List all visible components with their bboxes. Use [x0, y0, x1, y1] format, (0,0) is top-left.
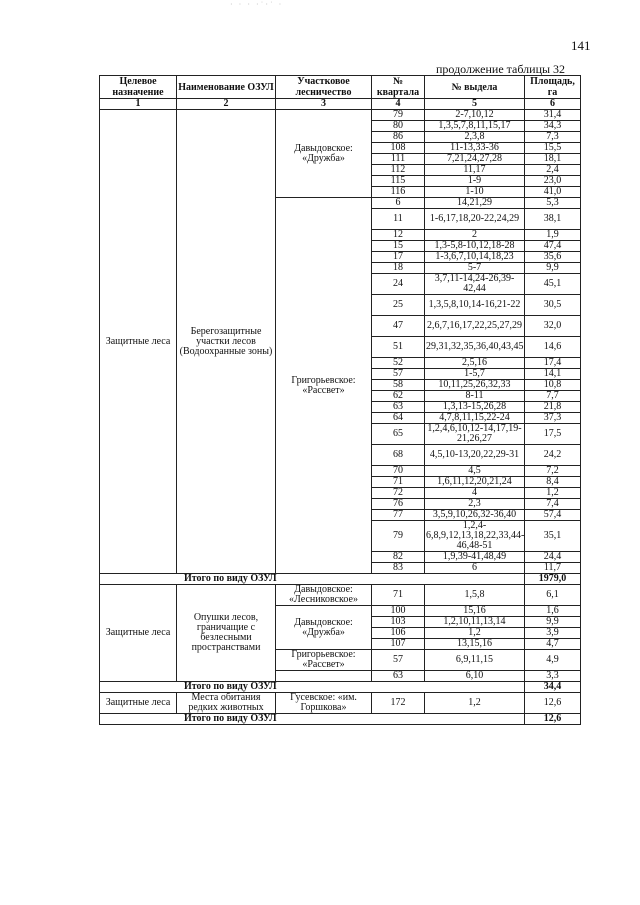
col-number: 3 — [276, 99, 372, 110]
quarter-number: 83 — [372, 563, 425, 574]
total-row — [100, 682, 581, 693]
area-value: 14,6 — [525, 337, 581, 358]
total-value: 34,4 — [525, 682, 581, 693]
forestry-cell: Гусевское: «им. Горшкова» — [276, 693, 372, 714]
table-row — [100, 110, 581, 121]
section-numbers: 1,9,39-41,48,49 — [425, 552, 525, 563]
area-value: 4,9 — [525, 650, 581, 671]
section-numbers: 1,3,5,8,10,14-16,21-22 — [425, 295, 525, 316]
quarter-number: 12 — [372, 230, 425, 241]
area-value: 18,1 — [525, 154, 581, 165]
section-numbers: 2 — [425, 230, 525, 241]
section-numbers: 1,3,13-15,26,28 — [425, 402, 525, 413]
ozul-name-cell: Опушки лесов, граничащие с безлесными пространствами — [177, 585, 276, 682]
table-caption: продолжение таблицы 32 — [436, 62, 566, 76]
header-area: Площадь, га — [525, 76, 581, 99]
section-numbers: 29,31,32,35,36,40,43,45 — [425, 337, 525, 358]
page-number: 141 — [571, 38, 591, 53]
section-numbers: 4,7,8,11,15,22-24 — [425, 413, 525, 424]
quarter-number: 64 — [372, 413, 425, 424]
total-label: Итого по виду ОЗУЛ — [100, 682, 525, 693]
forestry-cell: Давыдовское: «Дружба» — [276, 606, 372, 650]
section-numbers: 14,21,29 — [425, 198, 525, 209]
quarter-number: 108 — [372, 143, 425, 154]
quarter-number: 57 — [372, 369, 425, 380]
quarter-number: 82 — [372, 552, 425, 563]
quarter-number: 77 — [372, 510, 425, 521]
total-value: 1979,0 — [525, 574, 581, 585]
column-numbers-row — [100, 99, 581, 110]
total-row — [100, 714, 581, 725]
area-value: 9,9 — [525, 617, 581, 628]
section-numbers: 7,21,24,27,28 — [425, 154, 525, 165]
section-numbers: 1,2,4-6,8,9,12,13,18,22,33,44-46,48-51 — [426, 520, 525, 551]
quarter-number: 6 — [372, 198, 425, 209]
section-numbers: 6,10 — [425, 671, 525, 682]
col-number: 4 — [372, 99, 425, 110]
section-numbers: 2,3,8 — [425, 132, 525, 143]
section-numbers: 5-7 — [425, 263, 525, 274]
quarter-number: 172 — [372, 693, 425, 714]
section-numbers: 1-10 — [425, 187, 525, 198]
area-value: 57,4 — [525, 510, 581, 521]
quarter-number: 79 — [372, 110, 425, 121]
area-value: 24,2 — [525, 445, 581, 466]
quarter-number: 80 — [372, 121, 425, 132]
quarter-number: 103 — [372, 617, 425, 628]
table-body — [100, 76, 581, 725]
section-numbers: 1,3,5,7,8,11,15,17 — [425, 121, 525, 132]
section-numbers: 2,5,16 — [425, 358, 525, 369]
section-numbers: 4 — [425, 488, 525, 499]
area-value: 17,5 — [525, 424, 581, 445]
quarter-number: 68 — [372, 445, 425, 466]
purpose-cell: Защитные леса — [100, 110, 177, 574]
quarter-number: 63 — [372, 671, 425, 682]
area-value: 1,9 — [525, 230, 581, 241]
area-value: 3,3 — [525, 671, 581, 682]
area-value: 31,4 — [525, 110, 581, 121]
area-value: 5,3 — [525, 198, 581, 209]
area-value: 34,3 — [525, 121, 581, 132]
quarter-number: 70 — [372, 466, 425, 477]
section-numbers: 1,2 — [425, 628, 525, 639]
area-value: 24,4 — [525, 552, 581, 563]
header-ozul-name: Наименование ОЗУЛ — [177, 76, 276, 99]
area-value: 1,6 — [525, 606, 581, 617]
section-numbers: 2-7,10,12 — [425, 110, 525, 121]
quarter-number: 25 — [372, 295, 425, 316]
section-numbers: 1-6,17,18,20-22,24,29 — [425, 209, 525, 230]
quarter-number: 106 — [372, 628, 425, 639]
quarter-number: 18 — [372, 263, 425, 274]
quarter-number: 107 — [372, 639, 425, 650]
quarter-number: 11 — [372, 209, 425, 230]
area-value: 10,8 — [525, 380, 581, 391]
forestry-cell: Григорьевское: «Рассвет» — [276, 650, 372, 671]
area-value: 2,4 — [525, 165, 581, 176]
section-numbers: 1,2 — [425, 693, 525, 714]
table-row — [100, 693, 581, 714]
forestry-cell — [276, 671, 372, 682]
total-value: 12,6 — [525, 714, 581, 725]
quarter-number: 111 — [372, 154, 425, 165]
quarter-number: 115 — [372, 176, 425, 187]
area-value: 35,6 — [525, 252, 581, 263]
area-value: 38,1 — [525, 209, 581, 230]
quarter-number: 86 — [372, 132, 425, 143]
area-value: 47,4 — [525, 241, 581, 252]
section-numbers: 1,5,8 — [425, 585, 525, 606]
area-value: 14,1 — [525, 369, 581, 380]
total-row — [100, 574, 581, 585]
col-number: 1 — [100, 99, 177, 110]
section-numbers: 10,11,25,26,32,33 — [425, 380, 525, 391]
section-numbers: 13,15,16 — [425, 639, 525, 650]
header-quarter-no: № квартала — [372, 76, 425, 99]
section-numbers: 1-3,6,7,10,14,18,23 — [425, 252, 525, 263]
area-value: 45,1 — [525, 274, 581, 295]
area-value: 37,3 — [525, 413, 581, 424]
section-numbers: 1-5,7 — [425, 369, 525, 380]
quarter-number: 24 — [372, 274, 425, 295]
quarter-number: 79 — [372, 521, 425, 552]
area-value: 7,4 — [525, 499, 581, 510]
area-value: 6,1 — [525, 585, 581, 606]
area-value: 8,4 — [525, 477, 581, 488]
header-section-no: № выдела — [425, 76, 525, 99]
header-row — [100, 76, 581, 99]
quarter-number: 72 — [372, 488, 425, 499]
quarter-number: 76 — [372, 499, 425, 510]
area-value: 7,3 — [525, 132, 581, 143]
quarter-number: 100 — [372, 606, 425, 617]
quarter-number: 57 — [372, 650, 425, 671]
header-forestry: Участковое лесничество — [276, 76, 372, 99]
section-numbers: 6,9,11,15 — [425, 650, 525, 671]
area-value: 1,2 — [525, 488, 581, 499]
section-numbers: 1,6,11,12,20,21,24 — [425, 477, 525, 488]
area-value: 23,0 — [525, 176, 581, 187]
section-numbers: 1,3-5,8-10,12,18-28 — [425, 241, 525, 252]
col-number: 6 — [525, 99, 581, 110]
area-value: 35,1 — [525, 521, 581, 552]
section-numbers: 2,3 — [425, 499, 525, 510]
section-numbers: 6 — [425, 563, 525, 574]
col-number: 5 — [425, 99, 525, 110]
area-value: 4,7 — [525, 639, 581, 650]
area-value: 11,7 — [525, 563, 581, 574]
quarter-number: 51 — [372, 337, 425, 358]
table-row — [100, 585, 581, 606]
section-numbers: 15,16 — [425, 606, 525, 617]
quarter-number: 17 — [372, 252, 425, 263]
ozul-table — [99, 75, 581, 725]
area-value: 32,0 — [525, 316, 581, 337]
forestry-cell: Григорьевское: «Рассвет» — [276, 198, 372, 574]
total-label: Итого по виду ОЗУЛ — [100, 714, 525, 725]
header-purpose: Целевое назначение — [100, 76, 177, 99]
quarter-number: 63 — [372, 402, 425, 413]
quarter-number: 71 — [372, 477, 425, 488]
area-value: 15,5 — [525, 143, 581, 154]
section-numbers: 1,2,10,11,13,14 — [425, 617, 525, 628]
forestry-cell: Давыдовское: «Лесниковское» — [276, 585, 372, 606]
ozul-name-cell: Берегозащитные участки лесов (Водоохранные зоны) — [177, 110, 276, 574]
area-value: 21,8 — [525, 402, 581, 413]
quarter-number: 47 — [372, 316, 425, 337]
purpose-cell: Защитные леса — [100, 693, 177, 714]
area-value: 9,9 — [525, 263, 581, 274]
section-numbers: 11-13,33-36 — [425, 143, 525, 154]
section-numbers: 4,5,10-13,20,22,29-31 — [425, 445, 525, 466]
area-value: 7,7 — [525, 391, 581, 402]
col-number: 2 — [177, 99, 276, 110]
section-numbers: 2,6,7,16,17,22,25,27,29 — [425, 316, 525, 337]
quarter-number: 71 — [372, 585, 425, 606]
scan-noise: · · · ·˙·˙ · — [230, 0, 284, 9]
area-value: 41,0 — [525, 187, 581, 198]
total-label: Итого по виду ОЗУЛ — [100, 574, 525, 585]
area-value: 7,2 — [525, 466, 581, 477]
quarter-number: 62 — [372, 391, 425, 402]
quarter-number: 112 — [372, 165, 425, 176]
section-numbers: 1,2,4,6,10,12-14,17,19-21,26,27 — [425, 424, 525, 445]
area-value: 30,5 — [525, 295, 581, 316]
area-value: 17,4 — [525, 358, 581, 369]
section-numbers: 1-9 — [425, 176, 525, 187]
quarter-number: 58 — [372, 380, 425, 391]
quarter-number: 52 — [372, 358, 425, 369]
quarter-number: 15 — [372, 241, 425, 252]
quarter-number: 116 — [372, 187, 425, 198]
section-numbers: 3,5,9,10,26,32-36,40 — [425, 510, 525, 521]
area-value: 12,6 — [525, 693, 581, 714]
section-numbers: 3,7,11-14,24-26,39-42,44 — [425, 274, 525, 295]
section-numbers: 8-11 — [425, 391, 525, 402]
quarter-number: 65 — [372, 424, 425, 445]
ozul-name-cell: Места обитания редких животных — [177, 693, 276, 714]
section-numbers: 4,5 — [425, 466, 525, 477]
section-numbers: 11,17 — [425, 165, 525, 176]
purpose-cell: Защитные леса — [100, 585, 177, 682]
forestry-cell: Давыдовское: «Дружба» — [276, 110, 372, 198]
area-value: 3,9 — [525, 628, 581, 639]
